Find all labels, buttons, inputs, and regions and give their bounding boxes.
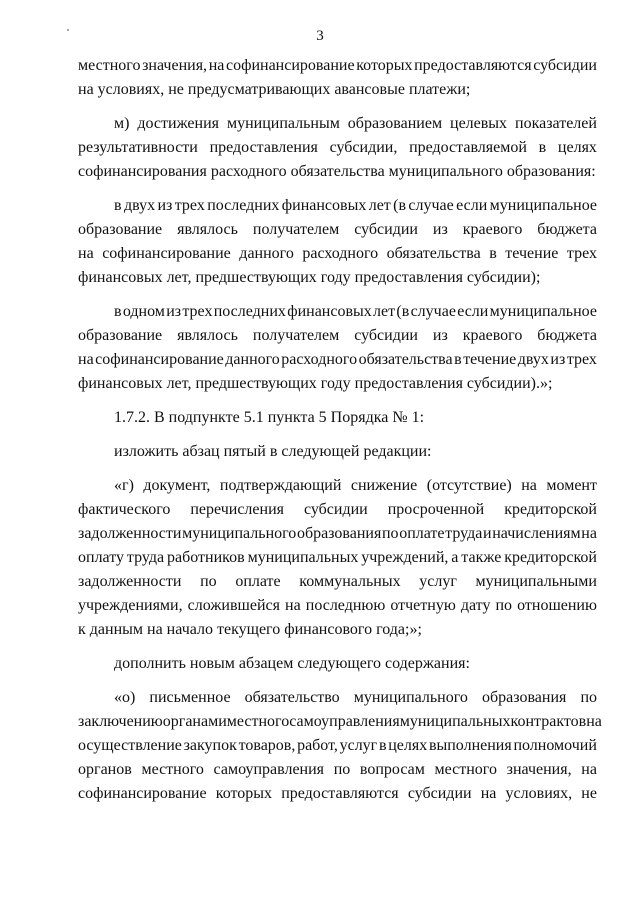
word: значения, [142, 57, 208, 74]
word: обязательства [386, 245, 481, 262]
word: финансовых [287, 303, 372, 320]
text-line: дополнить новым абзацем следующего содержания: [114, 655, 470, 672]
word: на [581, 525, 597, 542]
word: также [461, 549, 502, 566]
word: одном [122, 303, 165, 320]
text-line [78, 782, 597, 806]
word: финансовых [281, 197, 367, 214]
word: самоуправления [213, 761, 325, 778]
word: из [550, 351, 566, 368]
word: течение [463, 351, 517, 368]
word: учреждений, [361, 549, 449, 566]
paragraph-gap [78, 290, 597, 300]
text-line: финансовых лет, предшествующих году предоставления субсидии); [78, 269, 541, 286]
word: не [581, 785, 597, 802]
word: образования [296, 525, 382, 542]
word: двух [123, 197, 156, 214]
word: учреждениями, [78, 597, 183, 614]
word: предоставляемой [409, 139, 527, 156]
word: если [456, 197, 488, 214]
word: заключению [78, 713, 163, 730]
paragraph-gap [78, 396, 597, 406]
word: фактического [78, 501, 171, 518]
paragraph-gap [78, 102, 597, 112]
word: последних [213, 303, 286, 320]
word: задолженности [78, 573, 182, 590]
word: перечисления [190, 501, 284, 518]
word: предоставляются [414, 57, 532, 74]
word: полномочий [513, 737, 597, 754]
word: получателем [252, 221, 340, 238]
text-line: финансовых лет, предшествующих году предоставления субсидии).»; [78, 375, 553, 392]
word: которых [356, 57, 413, 74]
word: субсидии [303, 501, 368, 518]
word: расходного [302, 245, 379, 262]
word: бюджета [537, 221, 597, 238]
word: предоставляются [281, 785, 399, 802]
paragraph [78, 474, 597, 642]
paragraph-gap [78, 676, 597, 686]
word: в [114, 197, 122, 214]
paragraph-gap [78, 430, 597, 440]
word: осуществление [78, 737, 182, 754]
word: данного [239, 245, 294, 262]
document-body [78, 54, 602, 806]
word: по [381, 525, 399, 542]
word: софинансирование [102, 245, 231, 262]
word: на [480, 785, 497, 802]
word: течение [505, 245, 559, 262]
paragraph [78, 194, 597, 290]
word: муниципальное [489, 197, 597, 214]
word: целях [388, 737, 428, 754]
paragraph-gap [78, 184, 597, 194]
word: бюджета [537, 327, 597, 344]
word: лет [368, 197, 391, 214]
word: софинансирование [225, 57, 355, 74]
word: в [454, 351, 462, 368]
word: органов [78, 761, 132, 778]
word: значения, [506, 761, 572, 778]
word: результативности [78, 139, 198, 156]
word: получателем [252, 327, 340, 344]
word: подтверждающий [219, 477, 342, 494]
word: субсидии [354, 221, 418, 238]
text-line: 1.7.2. В подпункте 5.1 пункта 5 Порядка № 1: [114, 409, 425, 426]
word: трех [174, 197, 205, 214]
word: услуг [339, 737, 378, 754]
word: на [586, 713, 602, 730]
word: задолженности [78, 525, 182, 542]
text-line [78, 546, 597, 570]
word: момент [546, 477, 597, 494]
word: являлось [177, 221, 238, 238]
paragraph [78, 54, 597, 102]
word: местного [78, 57, 141, 74]
word: последних [207, 197, 280, 214]
paragraph [78, 300, 597, 396]
word: органами [162, 713, 227, 730]
word: коммунальных [299, 573, 401, 590]
word: вопросам [359, 761, 425, 778]
word: оплате [235, 573, 281, 590]
text-line [78, 522, 597, 546]
word: и [483, 525, 492, 542]
paragraph-gap [78, 642, 597, 652]
word: оплату [78, 549, 125, 566]
word: лет [373, 303, 396, 320]
text-line [78, 710, 602, 734]
word: являлось [177, 327, 238, 344]
word: документ, [143, 477, 211, 494]
word: самоуправления [289, 713, 400, 730]
word: показателей [515, 115, 597, 132]
word: контрактов [510, 713, 587, 730]
word: муниципальными [475, 573, 597, 590]
text-line: на условиях, не предусматривающих авансовые платежи; [78, 81, 471, 98]
word: муниципальным [226, 115, 340, 132]
word: из [166, 303, 182, 320]
word: предоставления [209, 139, 318, 156]
word: на [285, 597, 301, 614]
word: м) [114, 115, 130, 132]
page-number: 3 [316, 28, 324, 44]
word: отношению [517, 597, 597, 614]
word: сложившейся [187, 597, 280, 614]
word: случае [410, 303, 456, 320]
text-line: софинансирования расходного обязательства муниципального образования: [78, 163, 596, 180]
text-line [78, 758, 597, 782]
word: данного [225, 351, 280, 368]
word: субсидии, [329, 139, 398, 156]
text-line [78, 734, 597, 758]
word: просроченной [387, 501, 485, 518]
word: по [333, 761, 351, 778]
text-line: изложить абзац пятый в следующей редакции: [114, 443, 432, 460]
word: кредиторской [504, 501, 597, 518]
text-line [78, 324, 597, 348]
text-line [78, 686, 597, 710]
word: на [581, 761, 597, 778]
word: начислениям [492, 525, 581, 542]
word: субсидии [533, 57, 597, 74]
word: (отсутствие) [426, 477, 512, 494]
word: трех [566, 351, 597, 368]
word: трех [182, 303, 213, 320]
paragraph [78, 440, 597, 464]
word: письменное [149, 689, 231, 706]
word: работников [167, 549, 245, 566]
word: «г) [114, 477, 134, 494]
word: целевых [450, 115, 508, 132]
word: софинансирование [78, 785, 207, 802]
word: на [78, 351, 94, 368]
word: из [157, 197, 173, 214]
word: по [580, 689, 597, 706]
paragraph [78, 652, 597, 676]
text-line [78, 112, 597, 136]
word: по [495, 597, 513, 614]
word: обязательства [358, 351, 453, 368]
word: обязательство [244, 689, 340, 706]
word: местного [141, 761, 204, 778]
word: (в [396, 303, 410, 320]
word: отчетную [390, 597, 456, 614]
word: случае [408, 197, 454, 214]
text-line [78, 300, 597, 324]
word: которых [215, 785, 273, 802]
word: образование [78, 221, 163, 238]
word: из [432, 221, 448, 238]
word: работ, [297, 737, 338, 754]
text-line [78, 474, 597, 498]
word: труда [445, 525, 483, 542]
word: муниципальных [399, 713, 511, 730]
word: достижения [137, 115, 220, 132]
word: в [378, 737, 387, 754]
word: муниципального [182, 525, 297, 542]
word: по [200, 573, 217, 590]
word: образование [78, 327, 163, 344]
word: двух [517, 351, 549, 368]
word: на [78, 245, 94, 262]
word: из [432, 327, 448, 344]
text-line [78, 136, 597, 160]
word: услуг [419, 573, 457, 590]
word: расходного [281, 351, 358, 368]
word: образованием [347, 115, 443, 132]
word: а [451, 549, 459, 566]
paragraph-gap [78, 464, 597, 474]
word: трех [566, 245, 597, 262]
word: на [208, 57, 225, 74]
word: краевого [462, 221, 523, 238]
word: на [521, 477, 537, 494]
word: труда [126, 549, 165, 566]
word: закупок [183, 737, 237, 754]
text-line [78, 348, 597, 372]
word: последнюю [305, 597, 386, 614]
paragraph [78, 406, 597, 430]
word: выполнения [428, 737, 512, 754]
word: в [538, 139, 547, 156]
text-line [78, 54, 597, 78]
word: софинансирование [95, 351, 224, 368]
word: местного [434, 761, 497, 778]
text-line [78, 570, 597, 594]
word: муниципальных [247, 549, 359, 566]
text-line [78, 242, 597, 266]
word: условиях, [505, 785, 573, 802]
paragraph [78, 686, 602, 806]
text-line [78, 594, 597, 618]
text-line [78, 218, 597, 242]
word: товаров, [238, 737, 296, 754]
word: снижение [350, 477, 418, 494]
word: кредиторской [504, 549, 597, 566]
text-line [78, 194, 597, 218]
word: местного [226, 713, 290, 730]
word: муниципальное [489, 303, 597, 320]
word: краевого [462, 327, 523, 344]
word: в [489, 245, 497, 262]
paragraph [78, 112, 597, 184]
text-line [78, 498, 597, 522]
word: «о) [114, 689, 136, 706]
text-line: к данным на начало текущего финансового года;»; [78, 621, 422, 638]
word: субсидии [407, 785, 472, 802]
word: оплате [399, 525, 445, 542]
word: образования [481, 689, 567, 706]
word: муниципального [353, 689, 468, 706]
word: дату [460, 597, 491, 614]
word: целях [557, 139, 597, 156]
word: субсидии [354, 327, 418, 344]
word: (в [393, 197, 407, 214]
word: в [114, 303, 122, 320]
word: если [457, 303, 489, 320]
